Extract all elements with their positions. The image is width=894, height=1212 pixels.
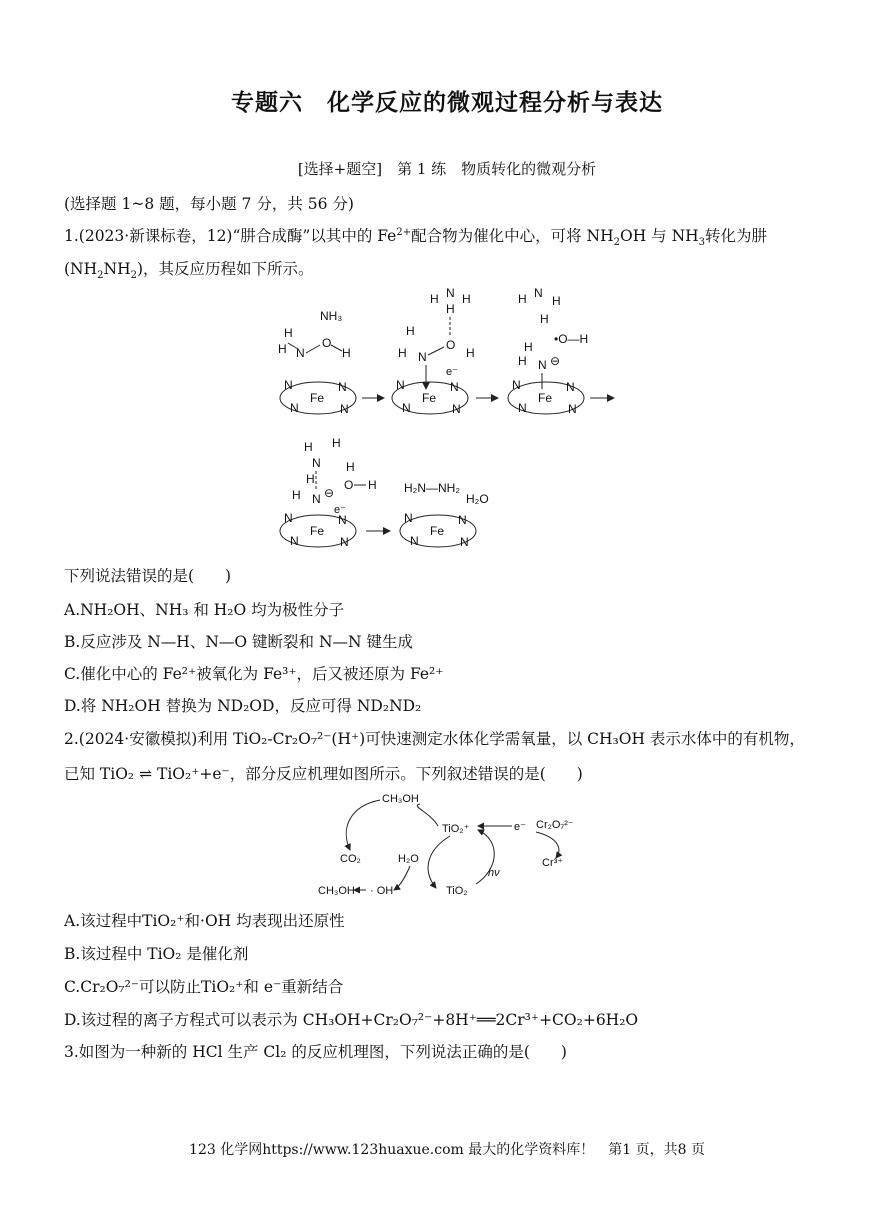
page-title: 专题六 化学反应的微观过程分析与表达 xyxy=(231,89,663,116)
svg-text:H: H xyxy=(524,340,533,354)
section-subtitle: [选择+题空] 第 1 练 物质转化的微观分析 xyxy=(297,160,597,178)
q2-stem-line2: 已知 TiO₂ ⇌ TiO₂⁺+e⁻，部分反应机理如图所示。下列叙述错误的是( ) xyxy=(64,765,583,783)
svg-text:H: H xyxy=(518,292,527,306)
svg-text:H: H xyxy=(368,478,377,492)
q1-option-c: C.催化中心的 Fe²⁺被氧化为 Fe³⁺，后又被还原为 Fe²⁺ xyxy=(64,665,444,683)
svg-text:CH₃OH: CH₃OH xyxy=(382,793,419,805)
svg-text:H: H xyxy=(292,488,301,502)
q2-option-c: C.Cr₂O₇²⁻可以防止TiO₂⁺和 e⁻重新结合 xyxy=(64,978,344,996)
svg-text:N: N xyxy=(340,535,349,549)
svg-text:N: N xyxy=(446,286,455,300)
q2-option-b: B.该过程中 TiO₂ 是催化剂 xyxy=(64,945,249,963)
svg-text:N: N xyxy=(460,535,469,549)
svg-text:N: N xyxy=(534,286,543,300)
svg-text:TiO₂⁺: TiO₂⁺ xyxy=(442,823,470,835)
svg-text:N: N xyxy=(396,378,405,392)
svg-text:N: N xyxy=(284,378,293,392)
svg-text:TiO₂: TiO₂ xyxy=(446,885,468,897)
svg-text:hν: hν xyxy=(488,867,500,879)
q2-stem-line1: 2.(2024·安徽模拟)利用 TiO₂-Cr₂O₇²⁻(H⁺)可快速测定水体化学需氧量，以 CH₃OH 表示水体中的有机物， xyxy=(64,730,805,748)
svg-text:H: H xyxy=(406,324,415,338)
svg-text:N: N xyxy=(566,380,575,394)
svg-text:O: O xyxy=(344,478,354,492)
svg-text:O: O xyxy=(322,336,332,350)
q1-mechanism-figure xyxy=(270,285,630,555)
svg-text:H: H xyxy=(466,346,475,360)
nh3-label: NH₃ xyxy=(320,309,343,323)
svg-text:H: H xyxy=(462,292,471,306)
svg-text:H: H xyxy=(284,326,293,340)
q1-option-a: A.NH₂OH、NH₃ 和 H₂O 均为极性分子 xyxy=(64,601,345,619)
q1-stem-line1: 1.(2023·新课标卷，12)“肼合成酶”以其中的 $Fe^{2+}$配合物为催化中心，可将 $NH_2OH$ 与 $NH_3$转化为肼 xyxy=(64,226,768,249)
instructions: (选择题 1~8 题，每小题 7 分，共 56 分) xyxy=(64,195,354,213)
q1-option-d: D.将 NH₂OH 替换为 ND₂OD，反应可得 ND₂ND₂ xyxy=(64,697,422,715)
svg-text:H: H xyxy=(446,302,455,316)
svg-text:e⁻: e⁻ xyxy=(334,504,346,516)
svg-text:H: H xyxy=(398,346,407,360)
svg-text:N: N xyxy=(410,534,419,548)
svg-text:N: N xyxy=(290,401,299,415)
svg-text:H₂O: H₂O xyxy=(398,853,419,865)
svg-text:O: O xyxy=(446,338,456,352)
svg-text:N: N xyxy=(538,358,547,372)
svg-text:N: N xyxy=(340,402,349,416)
q1-option-b: B.反应涉及 N—H、N—O 键断裂和 N—N 键生成 xyxy=(64,633,414,651)
page-footer: 123 化学网https://www.123huaxue.com 最大的化学资料库！ 第1 页，共8 页 xyxy=(189,1142,705,1158)
q2-option-a: A.该过程中TiO₂⁺和·OH 均表现出还原性 xyxy=(64,912,345,930)
svg-text:N: N xyxy=(284,511,293,525)
svg-text:N: N xyxy=(402,401,411,415)
svg-text:e⁻: e⁻ xyxy=(446,366,458,378)
fe-porphyrin-2 xyxy=(392,378,468,416)
svg-text:N: N xyxy=(404,511,413,525)
svg-text:N: N xyxy=(296,346,305,360)
fe-porphyrin-4 xyxy=(280,511,356,549)
svg-text:Fe: Fe xyxy=(310,391,325,405)
q1-ask: 下列说法错误的是( ) xyxy=(64,567,232,585)
svg-text:N: N xyxy=(450,380,459,394)
svg-text:H: H xyxy=(552,294,561,308)
svg-text:H: H xyxy=(430,292,439,306)
svg-text:N: N xyxy=(518,401,527,415)
svg-text:H₂O: H₂O xyxy=(466,492,489,506)
hydrazine-label: H₂N—NH₂ xyxy=(404,481,460,495)
svg-text:H: H xyxy=(304,440,313,454)
svg-text:⊖: ⊖ xyxy=(324,486,335,500)
q2-option-d: D.该过程的离子方程式可以表示为 CH₃OH+Cr₂O₇²⁻+8H⁺══2Cr³⁺+CO₂+6H₂O xyxy=(64,1011,639,1029)
svg-text:⊖: ⊖ xyxy=(550,354,561,368)
svg-text:Cr₂O₇²⁻: Cr₂O₇²⁻ xyxy=(536,819,574,831)
svg-text:H: H xyxy=(342,346,351,360)
svg-text:H: H xyxy=(540,312,549,326)
svg-text:N: N xyxy=(458,513,467,527)
svg-text:N: N xyxy=(452,402,461,416)
fe-porphyrin-1 xyxy=(280,378,356,416)
svg-text:CO₂: CO₂ xyxy=(340,853,361,865)
q3-stem: 3.如图为一种新的 HCl 生产 Cl₂ 的反应机理图，下列说法正确的是( ) xyxy=(64,1043,567,1061)
svg-text:Fe: Fe xyxy=(310,524,325,538)
svg-text:N: N xyxy=(338,513,347,527)
svg-text:N: N xyxy=(512,378,521,392)
svg-text:Fe: Fe xyxy=(430,524,445,538)
svg-text:H: H xyxy=(306,472,315,486)
svg-text:e⁻: e⁻ xyxy=(514,821,526,833)
svg-text:CH₃OH: CH₃OH xyxy=(318,885,355,897)
fe-porphyrin-3 xyxy=(508,378,584,416)
svg-text:H: H xyxy=(518,354,527,368)
fe-porphyrin-5 xyxy=(400,511,476,549)
svg-text:H: H xyxy=(346,460,355,474)
svg-text:Fe: Fe xyxy=(538,391,553,405)
svg-text:H: H xyxy=(278,342,287,356)
svg-text:N: N xyxy=(338,380,347,394)
svg-text:H: H xyxy=(332,436,341,450)
svg-text:N: N xyxy=(418,350,427,364)
svg-text:Cr³⁺: Cr³⁺ xyxy=(542,857,564,869)
svg-text:N: N xyxy=(568,402,577,416)
svg-text:Fe: Fe xyxy=(422,391,437,405)
svg-text:N: N xyxy=(290,534,299,548)
q2-mechanism-figure xyxy=(310,788,600,906)
svg-text:· OH: · OH xyxy=(370,885,394,897)
svg-text:•O—H: •O—H xyxy=(554,332,589,346)
svg-text:N: N xyxy=(312,492,321,506)
q1-stem-line2: $(NH_2NH_2)$，其反应历程如下所示。 xyxy=(64,260,314,282)
svg-text:N: N xyxy=(312,456,321,470)
